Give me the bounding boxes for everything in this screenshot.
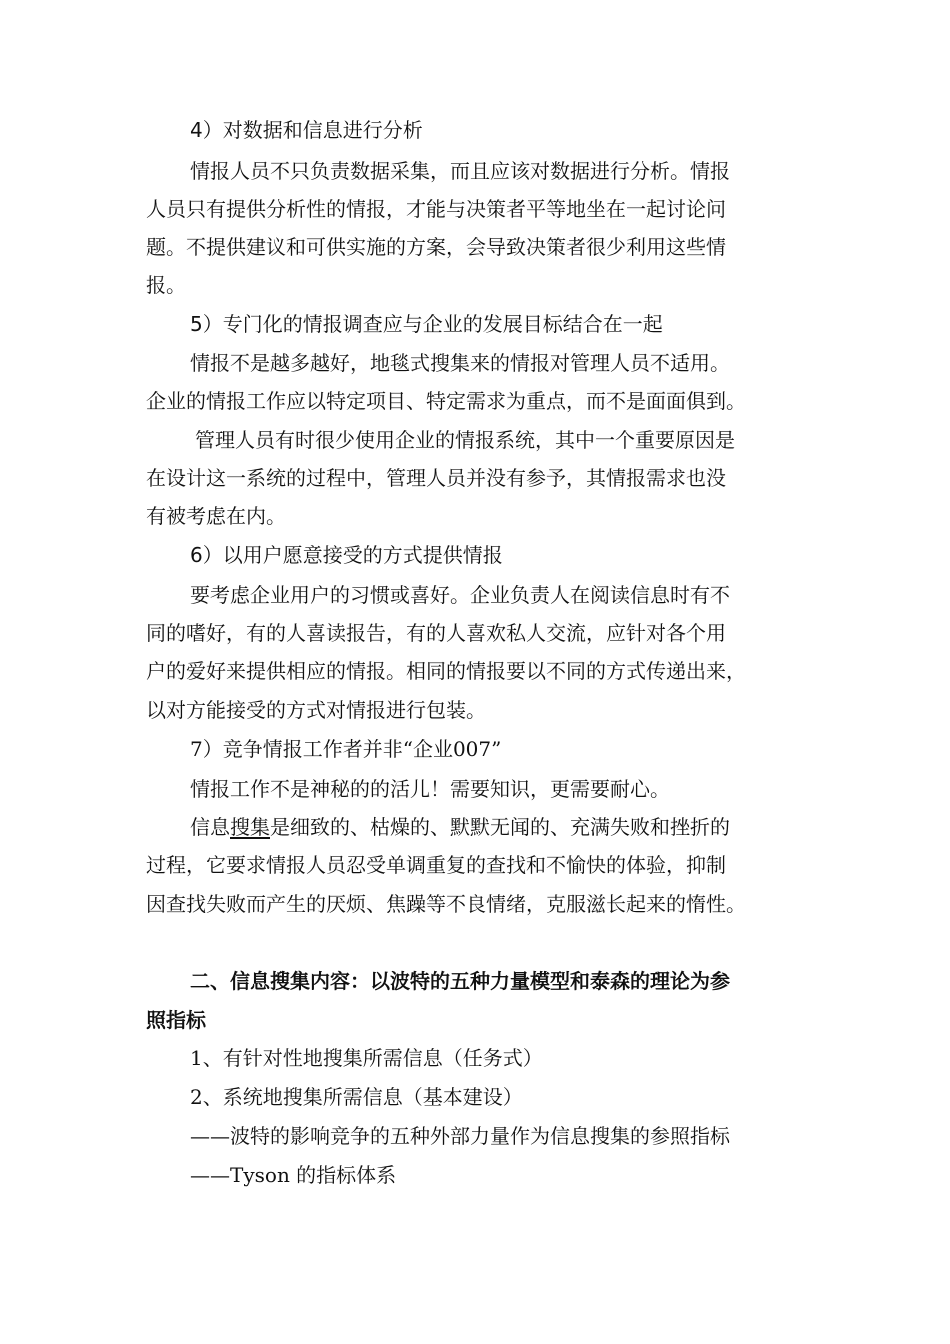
- heading-4: 4）对数据和信息进行分析: [190, 118, 423, 142]
- paragraph-line: 过程，它要求情报人员忍受单调重复的查找和不愉快的体验，抑制: [146, 853, 726, 877]
- section-heading: 二、信息搜集内容：以波特的五种力量模型和泰森的理论为参: [190, 969, 730, 993]
- paragraph-line: 管理人员有时很少使用企业的情报系统，其中一个重要原因是: [195, 428, 735, 452]
- list-item: 2、系统地搜集所需信息（基本建设）: [190, 1085, 523, 1109]
- list-item: 1、有针对性地搜集所需信息（任务式）: [190, 1046, 543, 1070]
- paragraph-line: 情报工作不是神秘的的活儿！需要知识，更需要耐心。: [190, 777, 670, 801]
- list-item: ——Tyson 的指标体系: [190, 1163, 397, 1187]
- heading-6: 6）以用户愿意接受的方式提供情报: [190, 543, 503, 567]
- paragraph-line: 人员只有提供分析性的情报，才能与决策者平等地坐在一起讨论问: [146, 197, 726, 221]
- heading-7: 7）竞争情报工作者并非“企业007”: [190, 737, 502, 761]
- list-item: ——波特的影响竞争的五种外部力量作为信息搜集的参照指标: [190, 1124, 730, 1148]
- paragraph-line: 有被考虑在内。: [146, 504, 286, 528]
- paragraph-line: 题。不提供建议和可供实施的方案，会导致决策者很少利用这些情: [146, 235, 726, 259]
- underlined-term: 搜集: [230, 815, 270, 839]
- paragraph-line: 户的爱好来提供相应的情报。相同的情报要以不同的方式传递出来，: [146, 659, 746, 683]
- paragraph-line: 情报人员不只负责数据采集，而且应该对数据进行分析。情报: [190, 159, 730, 183]
- paragraph-line: [190, 814, 730, 840]
- paragraph-line: 因查找失败而产生的厌烦、焦躁等不良情绪，克服滋长起来的惰性。: [146, 892, 746, 916]
- heading-5: 5）专门化的情报调查应与企业的发展目标结合在一起: [190, 312, 663, 336]
- section-heading-cont: 照指标: [146, 1008, 206, 1032]
- paragraph-line: 企业的情报工作应以特定项目、特定需求为重点，而不是面面俱到。: [146, 389, 746, 413]
- paragraph-line: 报。: [146, 273, 186, 297]
- text-run: 信息: [190, 815, 230, 839]
- paragraph-line: 在设计这一系统的过程中，管理人员并没有参予，其情报需求也没: [146, 466, 726, 490]
- paragraph-line: 同的嗜好，有的人喜读报告，有的人喜欢私人交流，应针对各个用: [146, 621, 726, 645]
- paragraph-line: 情报不是越多越好，地毯式搜集来的情报对管理人员不适用。: [190, 351, 730, 375]
- paragraph-line: 以对方能接受的方式对情报进行包装。: [146, 698, 486, 722]
- text-run: 是细致的、枯燥的、默默无闻的、充满失败和挫折的: [270, 815, 730, 839]
- paragraph-line: 要考虑企业用户的习惯或喜好。企业负责人在阅读信息时有不: [190, 583, 730, 607]
